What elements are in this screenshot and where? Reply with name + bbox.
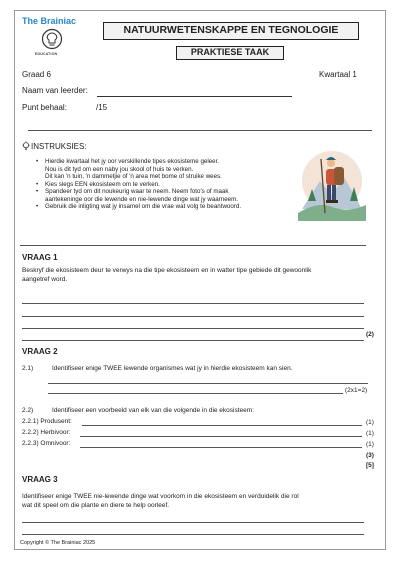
instruction-text: Nou is dit tyd om een naby jou skool of huis te verken. [45,165,194,173]
question-2-2-number: 2.2) [22,407,34,414]
task-banner: PRAKTIESE TAAK [176,46,284,60]
question-2-title: VRAAG 2 [22,347,58,356]
question-1-title: VRAAG 1 [22,253,58,262]
brand-name: The Brainiac [22,16,77,26]
answer-line[interactable] [22,534,364,535]
instruction-text: aantekeninge oor die lewende en nie-lewende dinge wat jy waarneem. [45,195,238,203]
answer-line[interactable] [80,447,362,448]
subject-banner: NATUURWETENSKAPPE EN TEGNOLOGIE [103,22,359,40]
answer-line[interactable] [22,340,364,341]
question-2-2-text: Identifiseer een voorbeeld van elk van die volgende in die ekosisteem: [52,407,254,414]
instruction-text: Spandeer tyd om dit noukeurig waar te neem. Neem foto's of maak [45,188,229,195]
answer-line[interactable] [48,383,368,384]
answer-line[interactable] [48,393,343,394]
sub-question-label: 2.2.1) Produsent: [22,418,72,425]
sub-question-marks: (1) [366,419,374,426]
instruction-text: Dit kan 'n tuin, 'n dammetjie of 'n area met bome of struike wees. [45,173,222,180]
question-2-total: [5] [366,462,374,469]
learner-name-field[interactable] [97,96,292,97]
grade-label: Graad 6 [22,70,51,79]
brand-tagline: EDUCATION [35,52,58,56]
question-1-line: aangetref word. [22,276,68,283]
sub-question-label: 2.2.2) Herbivoor: [22,429,71,436]
instruction-text: Hierdie kwartaal het jy oor verskillende tipes ekosisteme geleer. [45,158,220,165]
sub-question-marks: (1) [366,441,374,448]
hiker-illustration [298,143,366,221]
answer-line[interactable] [22,316,364,317]
term-label: Kwartaal 1 [319,70,357,79]
instruction-text: Gebruik die inligting wat jy insamel om die vrae wat volg te beantwoord. [45,203,242,210]
question-2-2-subtotal: (3) [366,452,374,459]
divider [20,245,366,246]
lightbulb-icon [21,141,31,151]
question-2-1-text: Identifiseer enige TWEE lewende organismes wat jy in hierdie ekosisteem kan sien. [52,365,293,372]
question-3-title: VRAAG 3 [22,475,58,484]
list-item: • Kies slegs EEN ekosisteem om te verken. [40,181,312,189]
sub-question-label: 2.2.3) Omnivoor: [22,440,71,447]
question-2-1-marks: (2x1=2) [345,387,368,394]
answer-line[interactable] [22,303,364,304]
instruction-text: Kies slegs EEN ekosisteem om te verken. [45,180,160,188]
answer-line[interactable] [22,328,364,329]
question-3-line: Identifiseer enige TWEE nie-lewende dinge wat voorkom in die ekosisteem en verduidelik die rol [22,493,299,500]
instructions-title: INSTRUKSIES: [31,142,87,151]
learner-name-label: Naam van leerder: [22,86,88,95]
list-item: • Spandeer tyd om dit noukeurig waar te neem. Neem foto's of maak aantekeninge oor die lewende en nie-lewende dinge wat jy waarneem. [40,188,312,203]
copyright: Copyright © The Brainiac 2025 [20,540,96,546]
score-label: Punt behaal: [22,103,67,112]
question-3-line: wat dit speel om die plante en diere te help oorleef. [22,502,170,509]
question-1-line: Beskryf die ekosisteem deur te verwys na die tipe ekosisteem en in watter tipe gebiede dit gewoonlik [22,267,312,274]
divider [28,130,372,131]
brainiac-logo-icon [40,28,64,50]
question-1-marks: (2) [366,331,374,338]
list-item: • Hierdie kwartaal het jy oor verskillende tipes ekosisteme geleer. Nou is dit tyd om een naby jou skool of huis te verken. Dit kan 'n tuin, 'n dammetjie of 'n area met bome of struike wees. [40,158,312,181]
sub-question-marks: (1) [366,430,374,437]
answer-line[interactable] [22,522,364,523]
list-item: • Gebruik die inligting wat jy insamel om die vrae wat volg te beantwoord. [40,203,312,211]
answer-line[interactable] [80,436,362,437]
question-3-text [22,492,372,510]
instructions-list [30,158,312,211]
question-1-text [22,266,372,284]
score-total: /15 [96,103,108,112]
question-2-1-number: 2.1) [22,365,34,372]
answer-line[interactable] [82,425,362,426]
